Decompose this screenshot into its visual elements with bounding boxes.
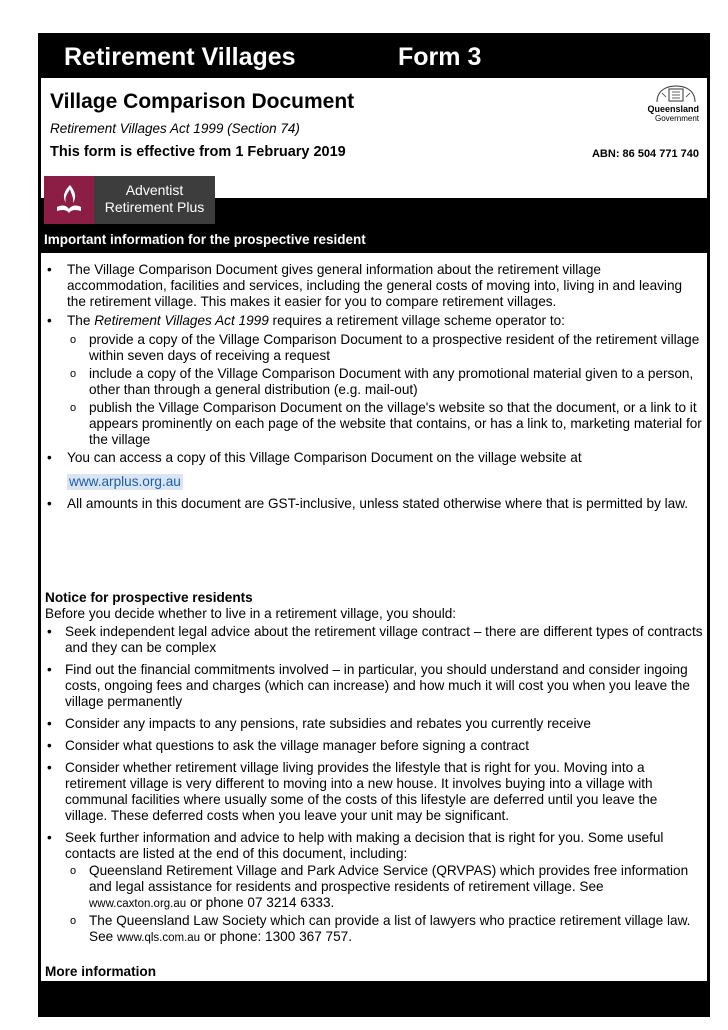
title-form-number: Form 3 — [398, 43, 482, 71]
act-sub-item: o publish the Village Comparison Document on the village's website so that the document, or a link to it appears prominently on each page of the website that contains, or has a link to, marketing material for the village — [41, 400, 703, 448]
notice-section — [41, 590, 703, 947]
more-info-item: • If you decide to move into a retirement village, the operator will provide you with a Prospective Costs Document for your selected unit, a residence contract and other legal documents. — [41, 980, 703, 1012]
contact-qls — [41, 913, 703, 946]
title-bar — [38, 33, 710, 78]
qls-phone: or phone: 1300 367 757. — [200, 929, 352, 944]
notice-item: • Consider whether retirement village living provides the lifestyle that is right for you. Moving into a retirement village is very different to moving into a new house. It involves buying into a village with communal facilities where usually some of the costs of this lifestyle are deferred until you leave the village. These deferred costs when you leave your unit may be significant. — [41, 760, 703, 824]
form-page — [38, 33, 710, 1017]
abn-number: ABN: 86 504 771 740 — [591, 148, 699, 160]
act-sub-item: o provide a copy of the Village Comparison Document to a prospective resident of the retirement village within seven days of receiving a request — [41, 332, 703, 364]
document-body — [41, 253, 707, 1011]
village-website-link[interactable]: www.arplus.org.au — [69, 474, 181, 489]
document-subtitle: Retirement Villages Act 1999 (Section 74) — [50, 121, 300, 136]
crest-icon — [653, 84, 699, 104]
notice-item: • Seek further information and advice to help with making a decision that is right for you. Some useful contacts are listed at the end of this document, including: — [41, 830, 703, 862]
notice-item: • Seek independent legal advice about the retirement village contract – there are different types of contracts and they can be complex — [41, 624, 703, 656]
notice-item: • Consider any impacts to any pensions, rate subsidies and rebates you currently receive — [41, 716, 703, 732]
important-info-text: Important information for the prospective resident — [44, 232, 366, 247]
info-item-gst: • All amounts in this document are GST-inclusive, unless stated otherwise where that is permitted by law. — [41, 496, 703, 512]
qld-logo-line2: Government — [654, 114, 699, 123]
document-title: Village Comparison Document — [50, 90, 355, 113]
notice-item: • Consider what questions to ask the village manager before signing a contract — [41, 738, 703, 754]
notice-intro: Before you decide whether to live in a retirement village, you should: — [45, 606, 457, 621]
important-info-heading — [41, 229, 707, 251]
flame-book-icon — [54, 183, 84, 217]
queensland-government-logo — [639, 84, 699, 123]
brand-line1: Adventist — [125, 182, 184, 198]
website-text: You can access a copy of this Village Comparison Document on the village website at — [67, 450, 582, 465]
contact-qrvpas — [41, 863, 703, 912]
notice-list — [41, 624, 703, 946]
brand-text — [94, 182, 215, 216]
brand-line2: Retirement Plus — [104, 199, 205, 215]
notice-item: • Find out the financial commitments involved – in particular, you should understand and consider ingoing costs, ongoing fees and charges (which can increase) and how much it will cost you when you leave the village permanently — [41, 662, 703, 710]
act-pre: The — [67, 313, 95, 328]
act-post: requires a retirement village scheme operator to: — [268, 313, 565, 328]
notice-heading: Notice for prospective residents — [45, 590, 253, 605]
act-name: Retirement Villages Act 1999 — [94, 313, 269, 328]
adventist-retirement-plus-logo — [44, 176, 215, 224]
info-item-website — [41, 450, 703, 490]
qrvpas-text: Queensland Retirement Village and Park Advice Service (QRVPAS) which provides free information and legal assistance for residents and prospective residents of retirement village. See — [89, 863, 689, 894]
qrvpas-phone: or phone 07 3214 6333. — [186, 895, 335, 910]
qls-text: The Queensland Law Society which can provide a list of lawyers who practice retirement village law. See — [89, 913, 691, 944]
more-info-list — [41, 980, 703, 1012]
info-item-act — [41, 313, 703, 329]
effective-date: This form is effective from 1 February 2019 — [50, 144, 346, 160]
qls-url: www.qls.com.au — [116, 932, 201, 944]
info-item-comparison: • The Village Comparison Document gives general information about the retirement village accommodation, facilities and services, including the general costs of moving into, living in and leaving the retirement village. This makes it easier for you to compare retirement villages. — [41, 262, 703, 310]
act-sub-item: o include a copy of the Village Comparison Document with any promotional material given to a person, other than through a general distribution (e.g. mail-out) — [41, 366, 703, 398]
important-info-list — [41, 262, 703, 515]
caxton-url: www.caxton.org.au — [89, 898, 187, 910]
qld-logo-line1: Queensland — [647, 104, 699, 114]
title-retirement-villages: Retirement Villages — [64, 43, 296, 71]
more-info-heading: More information — [45, 964, 157, 979]
brand-mark — [44, 176, 94, 224]
